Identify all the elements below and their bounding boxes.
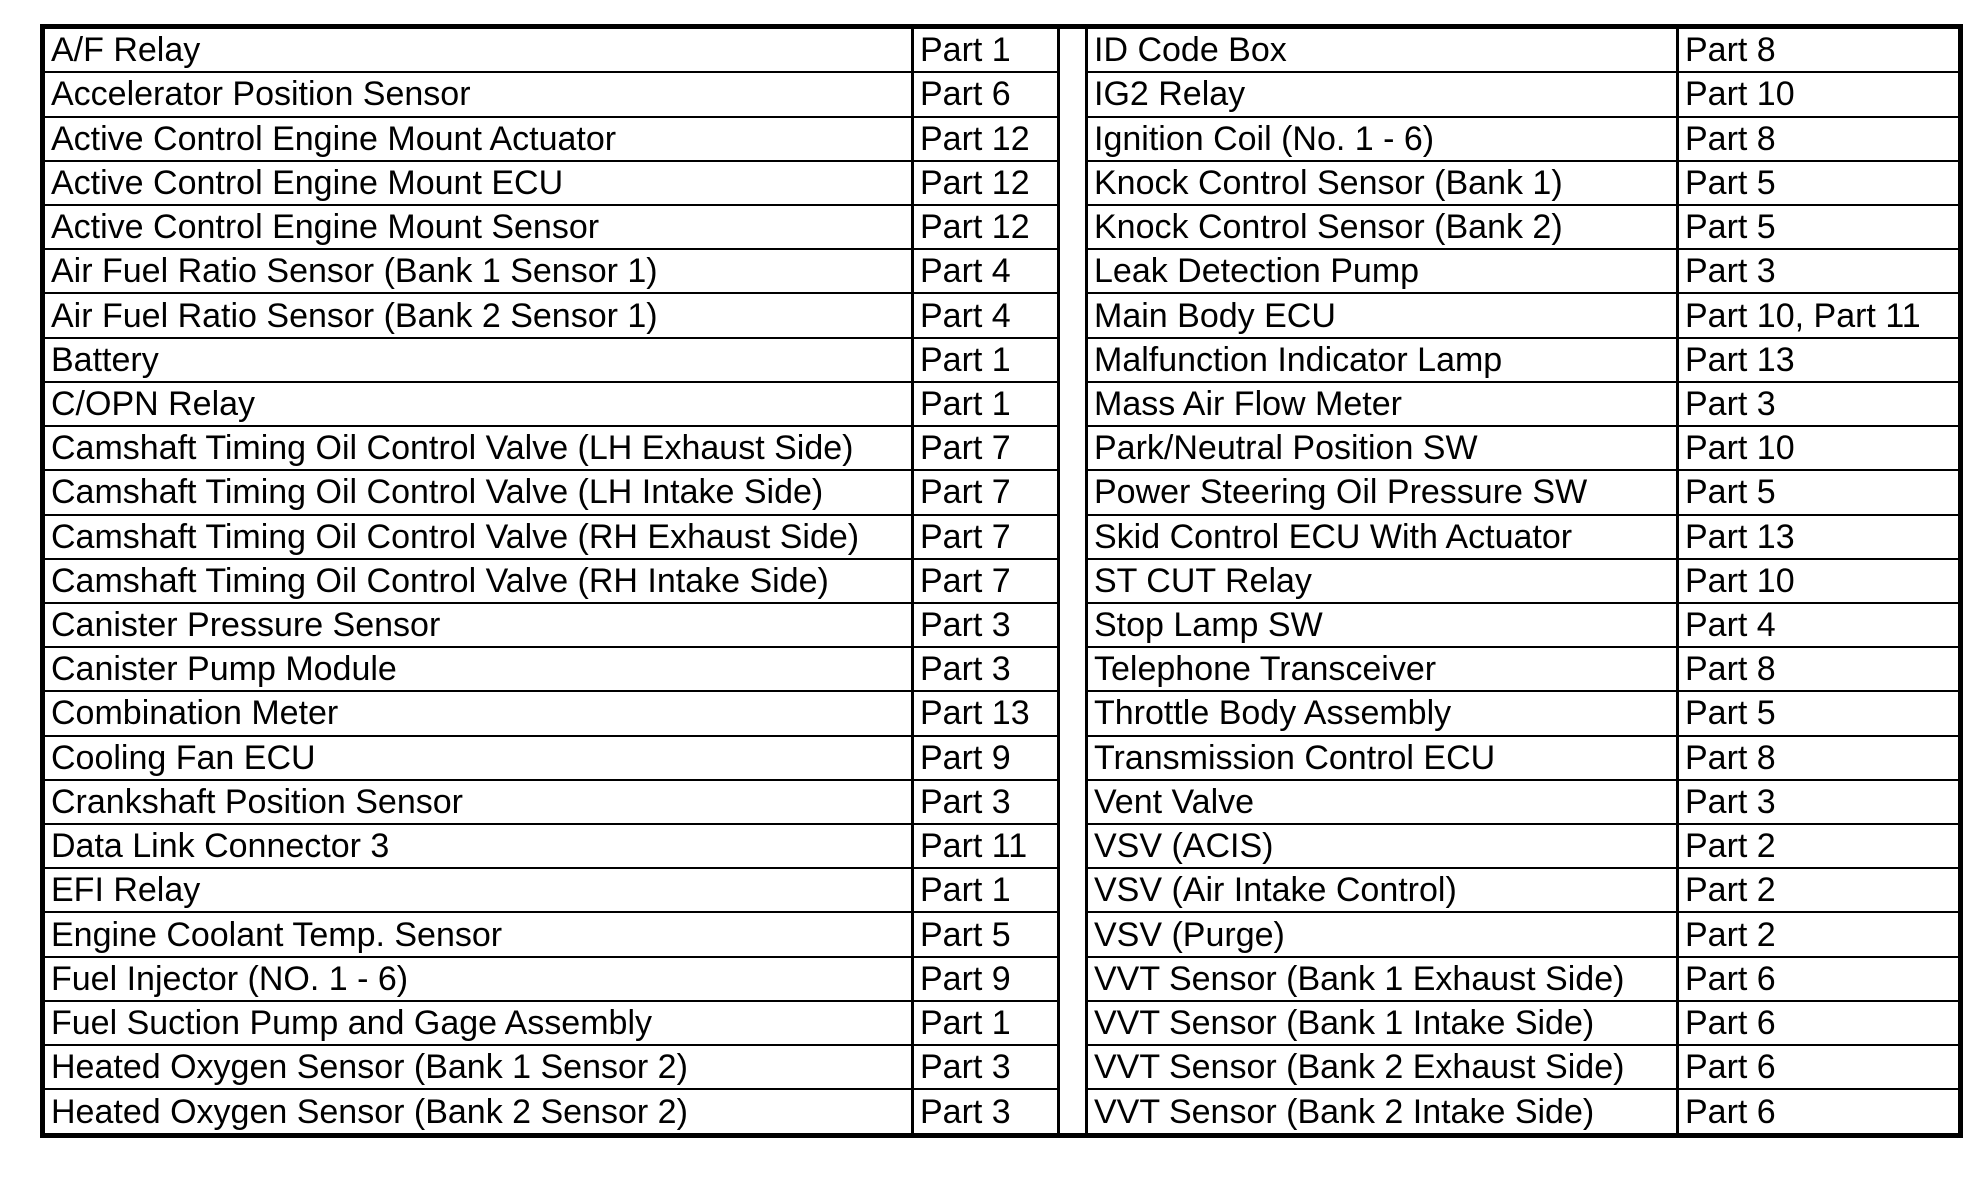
part-ref-left: Part 4 [913,249,1059,293]
table-row [43,161,1961,205]
column-divider [1059,161,1087,205]
column-divider [1059,426,1087,470]
column-divider [1059,205,1087,249]
table-row [43,868,1961,912]
table-row [43,912,1961,956]
part-ref-left: Part 3 [913,647,1059,691]
component-name-left: Camshaft Timing Oil Control Valve (LH Intake Side) [43,470,913,514]
part-ref-left: Part 7 [913,426,1059,470]
component-name-right: ID Code Box [1087,27,1678,73]
column-divider [1059,338,1087,382]
column-divider [1059,249,1087,293]
component-name-right: Knock Control Sensor (Bank 1) [1087,161,1678,205]
component-name-left: Camshaft Timing Oil Control Valve (LH Exhaust Side) [43,426,913,470]
part-ref-left: Part 1 [913,868,1059,912]
part-ref-left: Part 3 [913,780,1059,824]
column-divider [1059,1001,1087,1045]
column-divider [1059,603,1087,647]
component-name-right: VVT Sensor (Bank 2 Intake Side) [1087,1089,1678,1135]
component-name-right: Park/Neutral Position SW [1087,426,1678,470]
component-name-left: A/F Relay [43,27,913,73]
table-row [43,1045,1961,1089]
component-name-left: EFI Relay [43,868,913,912]
column-divider [1059,1045,1087,1089]
part-ref-right: Part 5 [1678,691,1961,735]
component-name-left: Engine Coolant Temp. Sensor [43,912,913,956]
table-row [43,1089,1961,1135]
component-name-right: Main Body ECU [1087,293,1678,337]
component-name-right: Skid Control ECU With Actuator [1087,515,1678,559]
table-row [43,72,1961,116]
part-ref-left: Part 9 [913,736,1059,780]
column-divider [1059,27,1087,73]
component-name-right: VSV (Purge) [1087,912,1678,956]
table-row [43,338,1961,382]
column-divider [1059,293,1087,337]
component-name-left: Active Control Engine Mount Sensor [43,205,913,249]
column-divider [1059,470,1087,514]
part-ref-left: Part 6 [913,72,1059,116]
table-row [43,957,1961,1001]
table-row [43,382,1961,426]
part-ref-left: Part 1 [913,27,1059,73]
column-divider [1059,868,1087,912]
part-ref-left: Part 3 [913,1089,1059,1135]
component-name-left: Crankshaft Position Sensor [43,780,913,824]
part-ref-left: Part 13 [913,691,1059,735]
table-row [43,691,1961,735]
table-row [43,780,1961,824]
part-ref-right: Part 4 [1678,603,1961,647]
component-name-right: Power Steering Oil Pressure SW [1087,470,1678,514]
component-name-left: Canister Pump Module [43,647,913,691]
component-name-left: Battery [43,338,913,382]
table-row [43,470,1961,514]
component-name-right: Vent Valve [1087,780,1678,824]
table-row [43,736,1961,780]
component-name-right: Transmission Control ECU [1087,736,1678,780]
part-ref-left: Part 3 [913,603,1059,647]
component-name-right: VVT Sensor (Bank 2 Exhaust Side) [1087,1045,1678,1089]
part-ref-right: Part 10, Part 11 [1678,293,1961,337]
column-divider [1059,515,1087,559]
part-ref-left: Part 1 [913,338,1059,382]
part-ref-right: Part 6 [1678,1089,1961,1135]
component-name-right: Stop Lamp SW [1087,603,1678,647]
component-name-left: Fuel Injector (NO. 1 - 6) [43,957,913,1001]
table-row [43,205,1961,249]
column-divider [1059,559,1087,603]
column-divider [1059,691,1087,735]
table-row [43,647,1961,691]
part-ref-left: Part 3 [913,1045,1059,1089]
part-ref-right: Part 13 [1678,515,1961,559]
component-name-right: Leak Detection Pump [1087,249,1678,293]
component-name-right: IG2 Relay [1087,72,1678,116]
part-ref-right: Part 6 [1678,1045,1961,1089]
component-name-left: Camshaft Timing Oil Control Valve (RH Intake Side) [43,559,913,603]
component-name-right: Telephone Transceiver [1087,647,1678,691]
part-ref-right: Part 10 [1678,559,1961,603]
part-ref-right: Part 2 [1678,824,1961,868]
component-name-left: Air Fuel Ratio Sensor (Bank 2 Sensor 1) [43,293,913,337]
table-row [43,293,1961,337]
part-ref-right: Part 5 [1678,205,1961,249]
table-row [43,1001,1961,1045]
column-divider [1059,780,1087,824]
component-name-right: Knock Control Sensor (Bank 2) [1087,205,1678,249]
component-name-right: Malfunction Indicator Lamp [1087,338,1678,382]
part-ref-left: Part 5 [913,912,1059,956]
table-row [43,27,1961,73]
component-name-left: Air Fuel Ratio Sensor (Bank 1 Sensor 1) [43,249,913,293]
part-ref-right: Part 10 [1678,426,1961,470]
part-ref-right: Part 5 [1678,470,1961,514]
column-divider [1059,957,1087,1001]
part-ref-left: Part 9 [913,957,1059,1001]
component-name-right: Ignition Coil (No. 1 - 6) [1087,117,1678,161]
component-name-left: C/OPN Relay [43,382,913,426]
column-divider [1059,1089,1087,1135]
component-name-left: Camshaft Timing Oil Control Valve (RH Exhaust Side) [43,515,913,559]
part-ref-right: Part 13 [1678,338,1961,382]
part-ref-right: Part 8 [1678,27,1961,73]
part-ref-left: Part 7 [913,559,1059,603]
part-ref-left: Part 1 [913,1001,1059,1045]
part-ref-right: Part 10 [1678,72,1961,116]
part-ref-right: Part 2 [1678,912,1961,956]
part-ref-left: Part 7 [913,515,1059,559]
part-ref-left: Part 11 [913,824,1059,868]
part-ref-right: Part 3 [1678,382,1961,426]
part-ref-left: Part 12 [913,117,1059,161]
column-divider [1059,647,1087,691]
component-name-right: VSV (Air Intake Control) [1087,868,1678,912]
table-row [43,426,1961,470]
part-ref-right: Part 5 [1678,161,1961,205]
table-row [43,249,1961,293]
component-name-left: Heated Oxygen Sensor (Bank 2 Sensor 2) [43,1089,913,1135]
column-divider [1059,824,1087,868]
column-divider [1059,72,1087,116]
column-divider [1059,736,1087,780]
component-name-right: Mass Air Flow Meter [1087,382,1678,426]
column-divider [1059,117,1087,161]
column-divider [1059,382,1087,426]
component-index-table [40,24,1963,1138]
component-name-left: Cooling Fan ECU [43,736,913,780]
component-name-right: VVT Sensor (Bank 1 Exhaust Side) [1087,957,1678,1001]
part-ref-left: Part 1 [913,382,1059,426]
component-name-left: Accelerator Position Sensor [43,72,913,116]
table-row [43,603,1961,647]
component-name-right: Throttle Body Assembly [1087,691,1678,735]
part-ref-right: Part 3 [1678,249,1961,293]
part-ref-right: Part 8 [1678,647,1961,691]
part-ref-right: Part 6 [1678,957,1961,1001]
component-name-left: Combination Meter [43,691,913,735]
part-ref-left: Part 7 [913,470,1059,514]
part-ref-right: Part 3 [1678,780,1961,824]
part-ref-left: Part 12 [913,161,1059,205]
component-name-left: Data Link Connector 3 [43,824,913,868]
part-ref-right: Part 8 [1678,117,1961,161]
part-ref-right: Part 2 [1678,868,1961,912]
component-name-right: ST CUT Relay [1087,559,1678,603]
column-divider [1059,912,1087,956]
table-row [43,117,1961,161]
component-index-body [43,27,1961,1136]
component-name-left: Active Control Engine Mount ECU [43,161,913,205]
component-name-right: VVT Sensor (Bank 1 Intake Side) [1087,1001,1678,1045]
table-row [43,824,1961,868]
part-ref-right: Part 6 [1678,1001,1961,1045]
component-name-left: Heated Oxygen Sensor (Bank 1 Sensor 2) [43,1045,913,1089]
part-ref-left: Part 12 [913,205,1059,249]
part-ref-left: Part 4 [913,293,1059,337]
table-row [43,559,1961,603]
component-name-left: Canister Pressure Sensor [43,603,913,647]
part-ref-right: Part 8 [1678,736,1961,780]
component-name-right: VSV (ACIS) [1087,824,1678,868]
table-row [43,515,1961,559]
component-name-left: Fuel Suction Pump and Gage Assembly [43,1001,913,1045]
component-name-left: Active Control Engine Mount Actuator [43,117,913,161]
